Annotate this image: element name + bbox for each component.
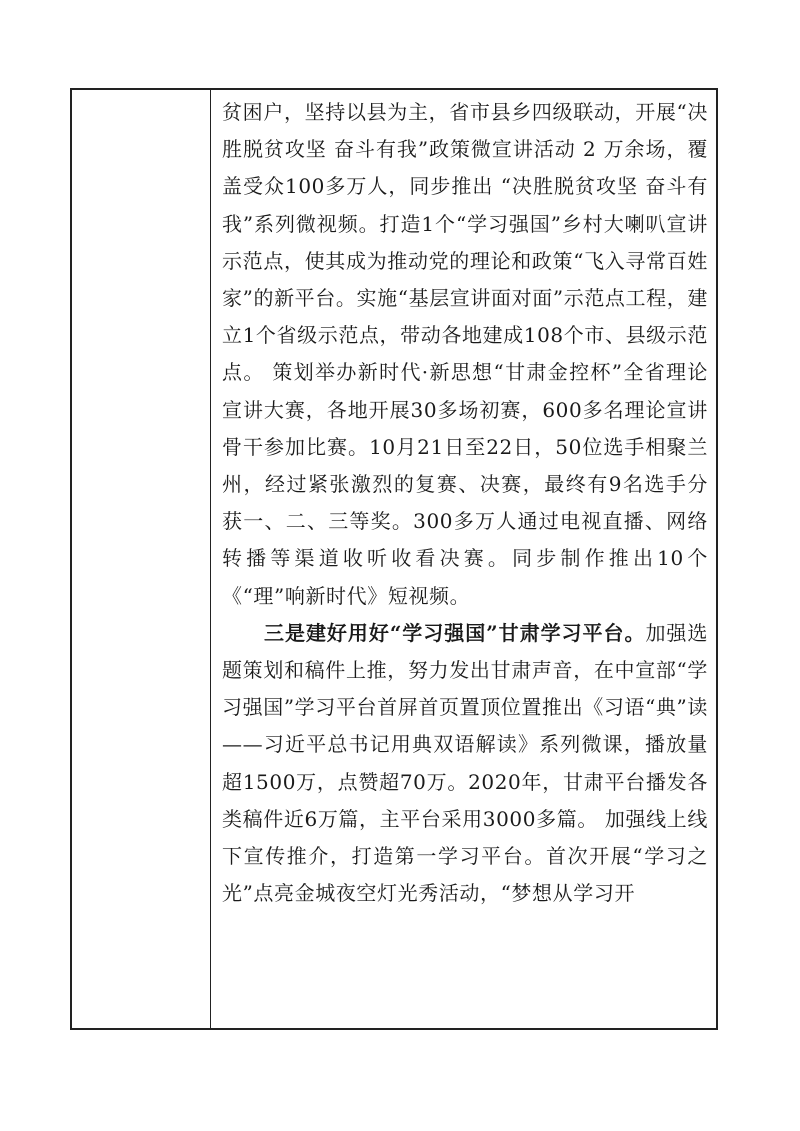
paragraph-lead-heading: 三是建好用好“学习强国”甘肃学习平台。 [264, 620, 646, 645]
paragraph-continuation: 贫困户，坚持以县为主，省市县乡四级联动，开展“决胜脱贫攻坚 奋斗有我”政策微宣讲活动 2 万余场，覆盖受众100多万人，同步推出 “决胜脱贫攻坚 奋斗有我”系列微视频。打造1个“学习强国”乡村大喇叭宣讲示范点，使其成为推动党的理论和政策“飞入寻常百姓家”的新平台。实施“基层宣讲面对面”示范点工程，建立1个省级示范点，带动各地建成108个市、县级示范点。 策划举办新时代·新思想“甘肃金控杯”全省理论宣讲大赛，各地开展30多场初赛，600多名理论宣讲骨干参加比赛。10月21日至22日，50位选手相聚兰州，经过紧张激烈的复赛、决赛，最终有9名选手分获一、二、三等奖。300多万人通过电视直播、网络转播等渠道收听收看决赛。同步制作推出10个《“理”响新时代》短视频。 [222, 100, 708, 608]
table-left-column [72, 90, 210, 1028]
paragraph-learning-platform [222, 615, 708, 913]
document-table [70, 88, 718, 1030]
column-divider [210, 90, 211, 1028]
table-content-cell [212, 90, 716, 1028]
paragraph-body: 加强选题策划和稿件上推，努力发出甘肃声音，在中宣部“学习强国”学习平台首屏首页置顶位置推出《习语“典”读——习近平总书记用典双语解读》系列微课，播放量超1500万，点赞超70万。2020年，甘肃平台播发各类稿件近6万篇，主平台采用3000多篇。 加强线上线下宣传推介，打造第一学习平台。首次开展“学习之光”点亮金城夜空灯光秀活动，“梦想从学习开 [222, 620, 708, 906]
